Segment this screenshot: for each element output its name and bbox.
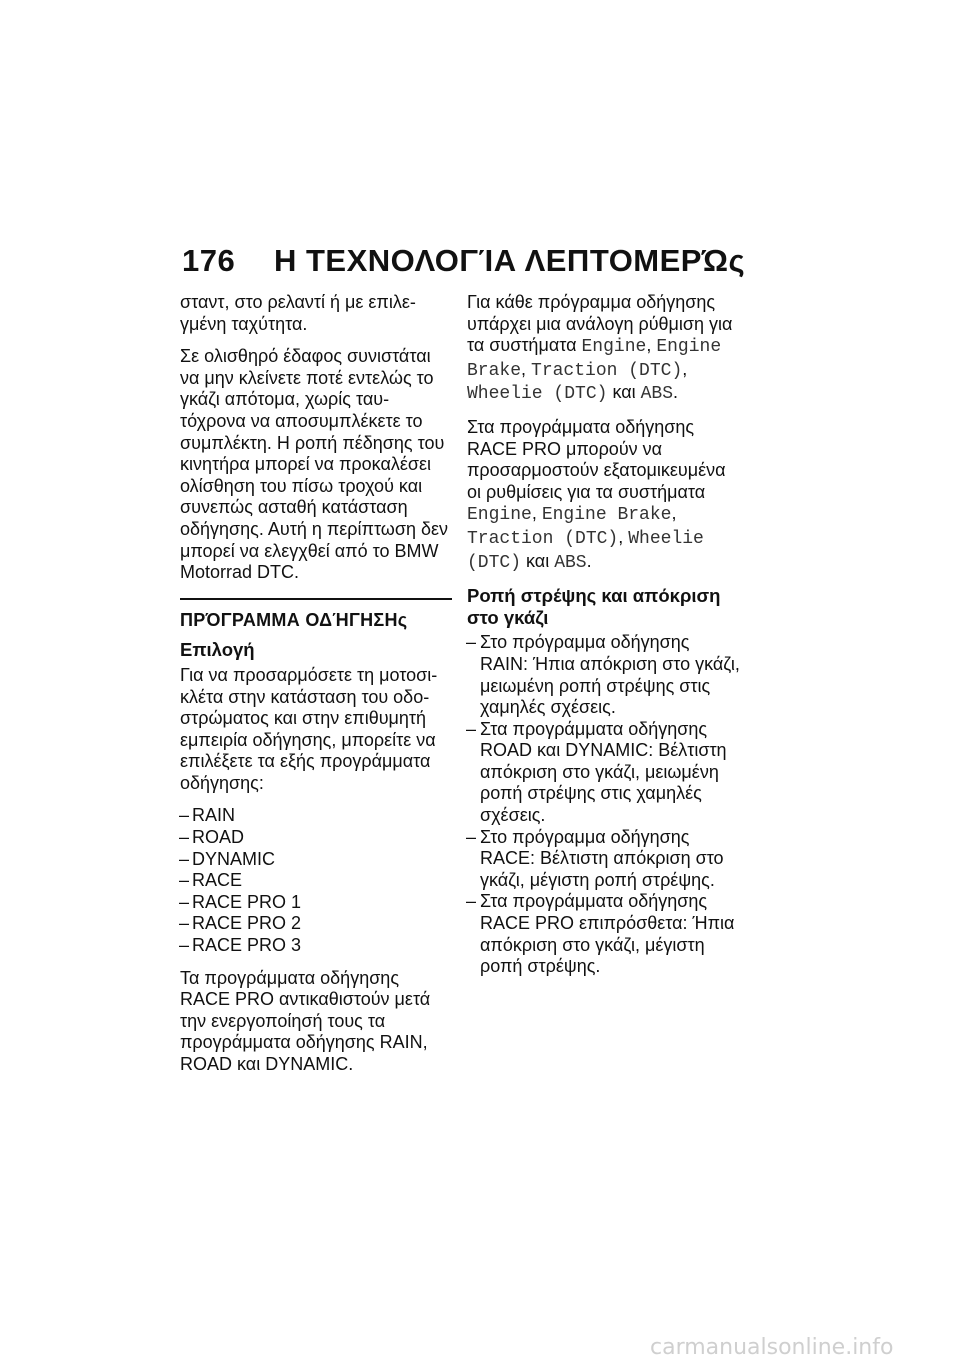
- page-header: [182, 243, 745, 279]
- right-column: [467, 292, 742, 989]
- section-title: ΠΡΌΓΡΑΜΜΑ ΟΔΉΓΗΣΗς: [180, 609, 408, 630]
- subheading-torque: Ροπή στρέψης και απόκριση στο γκάζι: [467, 585, 721, 628]
- slippery-ground-paragraph: Σε ολισθηρό έδαφος συνιστάται να μην κλείνετε ποτέ εντελώς το γκάζι απότομα, χωρίς ταυ-τόχρονα να αποσυμπλέκετε το συμπλέκτη. Η ροπή πέδησης του κινητήρα μπορεί να προκαλέσει ολίσθηση του πίσω τροχού και συνεπώς ασταθή κατάσταση οδήγησης. Αυτή η περίπτωση δεν μπορεί να ελεγχθεί από το BMW Motorrad DTC.: [180, 346, 449, 583]
- list-item: – RACE PRO 2: [180, 913, 452, 935]
- list-item: – ROAD: [180, 827, 452, 849]
- intro-paragraph: Για να προσαρμόσετε τη μοτοσι-κλέτα στην κατάσταση του οδο-στρώματος και στην επιθυμητή εμπειρία οδήγησης, μπορείτε να επιλέξετε τα εξής προγράμματα οδήγησης:: [180, 664, 438, 793]
- chapter-title: Η ΤΕΧΝΟΛΟΓΊΑ ΛΕΠΤΟΜΕΡΏς: [274, 243, 746, 278]
- list-item: – RACE PRO 3: [180, 935, 452, 957]
- page-number: 176: [182, 243, 236, 278]
- riding-mode-list: [180, 805, 452, 956]
- race-pro-systems-paragraph: Στα προγράμματα οδήγησης RACE PRO μπορούν να προσαρμοστούν εξατομικευμένα οι ρυθμίσεις για τα συστήματα Engine, Engine Brake, Traction (DTC), Wheelie (DTC) και ABS.: [467, 416, 726, 573]
- systems-paragraph: Για κάθε πρόγραμμα οδήγησης υπάρχει μια ανάλογη ρύθμιση για τα συστήματα Engine, Engine Brake, Traction (DTC), Wheelie (DTC) και ABS.: [467, 292, 733, 405]
- list-item: – RACE PRO 1: [180, 892, 452, 914]
- list-item: – Στο πρόγραμμα οδήγησης RAIN: Ήπια απόκριση στο γκάζι, μειωμένη ροπή στρέψης στις χαμηλές σχέσεις.: [467, 632, 742, 718]
- race-pro-paragraph: Τα προγράμματα οδήγησης RACE PRO αντικαθιστούν μετά την ενεργοποίησή τους τα προγράμματα οδήγησης RAIN, ROAD και DYNAMIC.: [180, 967, 431, 1074]
- continued-paragraph: σταντ, στο ρελαντί ή με επιλε-γμένη ταχύτητα.: [180, 292, 416, 334]
- list-item: – Στα προγράμματα οδήγησης ROAD και DYNAMIC: Βέλτιστη απόκριση στο γκάζι, μειωμένη ροπή στρέψης στις χαμηλές σχέσεις.: [467, 719, 742, 827]
- list-item: – Στο πρόγραμμα οδήγησης RACE: Βέλτιστη απόκριση στο γκάζι, μέγιστη ροπή στρέψης.: [467, 827, 742, 892]
- subheading-selection: Επιλογή: [180, 639, 255, 661]
- list-item: – RAIN: [180, 805, 452, 827]
- watermark-logo: carmanualsonline.info: [650, 1335, 894, 1360]
- section-divider: [180, 598, 452, 600]
- list-item: – Στα προγράμματα οδήγησης RACE PRO επιπρόσθετα: Ήπια απόκριση στο γκάζι, μέγιστη ροπή στρέψης.: [467, 891, 742, 977]
- list-item: – DYNAMIC: [180, 849, 452, 871]
- list-item: – RACE: [180, 870, 452, 892]
- left-column: [180, 292, 452, 1087]
- torque-response-list: [467, 632, 742, 978]
